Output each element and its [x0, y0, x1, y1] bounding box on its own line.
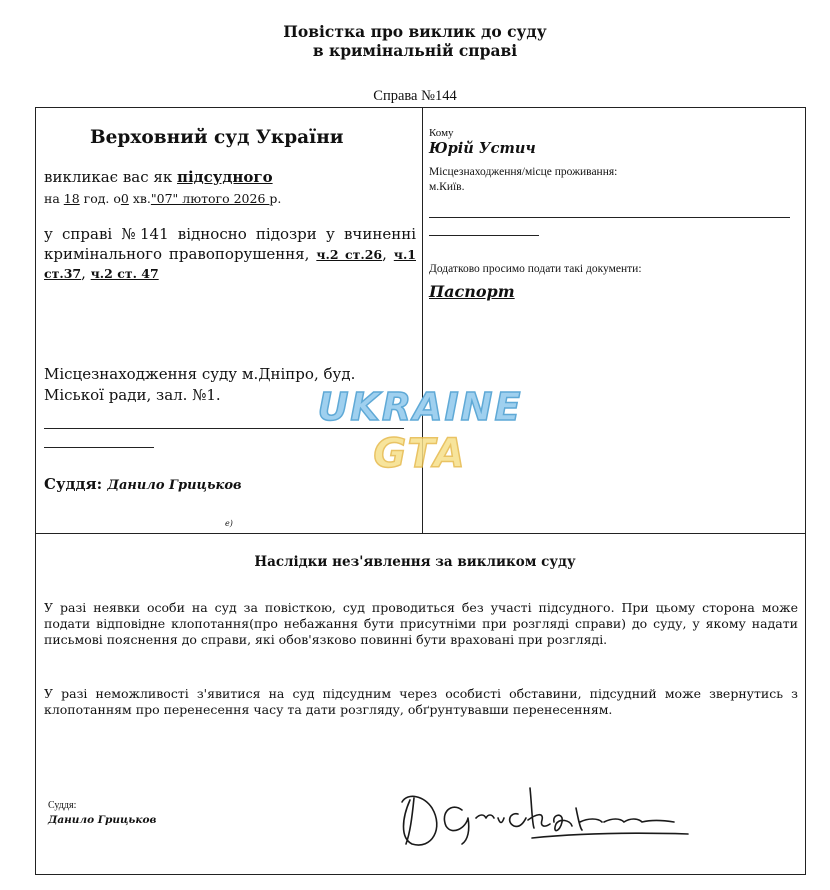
separator-2: , — [81, 264, 91, 282]
watermark-line-2: GTA — [373, 431, 467, 477]
recipient-name: Юрій Устич — [429, 140, 536, 157]
judge-name: Данило Грицьков — [107, 478, 242, 493]
handwritten-signature — [392, 778, 692, 850]
court-location: Місцезнаходження суду м.Дніпро, буд. Міської ради, зал. №1. — [44, 365, 356, 404]
residence-value: м.Київ. — [429, 181, 465, 193]
title-line-2: в кримінальній справі — [312, 41, 518, 60]
hearing-hour: 18 — [63, 191, 80, 206]
court-name: Верховний суд України — [90, 127, 344, 148]
summon-line — [44, 168, 273, 186]
recipient-label: Кому — [429, 127, 454, 139]
case-number: Справа №144 — [373, 88, 457, 104]
consequences-title: Наслідки нез'явлення за викликом суду — [254, 554, 576, 570]
watermark-line-1: UKRAINE — [317, 385, 523, 429]
signature-label: Суддя: — [48, 800, 77, 811]
judge-label: Суддя: — [44, 475, 108, 493]
documents-label: Додатково просимо подати такі документи: — [429, 263, 642, 275]
time-mid: год. о — [79, 191, 121, 206]
time-prefix: на — [44, 191, 64, 206]
residence-label: Місцезнаходження/місце проживання: — [429, 166, 618, 178]
hearing-time — [44, 191, 281, 206]
article-3: ч.2 ст. 47 — [90, 266, 159, 281]
blank-line — [429, 235, 539, 236]
judge-line — [44, 475, 242, 493]
blank-line — [429, 217, 790, 218]
document-title — [0, 22, 830, 60]
signature-name: Данило Грицьков — [48, 814, 157, 826]
title-line-1: Повістка про виклик до суду — [283, 22, 547, 41]
article-1: ч.2 ст.26 — [316, 246, 383, 262]
hearing-date: "07" лютого 2026 — [150, 191, 270, 206]
summon-prefix: викликає вас як — [44, 168, 177, 186]
watermark-logo — [305, 385, 535, 500]
consequences-paragraph-2: У разі неможливості з'явитися на суд підсудним через особисті обставини, підсудний може звернутись з клопотанням про перенесення часу та дати розгляду, обґрунтувавши перенесенням. — [44, 686, 798, 717]
section-divider — [35, 533, 806, 534]
hearing-minute: 0 — [120, 191, 129, 206]
article-2: ч.1 ст.37 — [44, 246, 416, 281]
date-suffix: р. — [269, 191, 282, 206]
consequences-paragraph-1: У разі неявки особи на суд за повісткою, суд проводиться без участі підсудного. При цьому сторона може подати відповідне клопотання(про небажання бути присутніми при розгляді справи) до суду, у якому надати письмові пояснення до справи, які обов'язково повинні бути враховані при розгляді. — [44, 600, 798, 647]
case-text: у справі №141 відносно підозри у вчиненні кримінального правопорушення, — [44, 225, 416, 263]
case-description — [44, 225, 416, 284]
documents-value: Паспорт — [429, 282, 515, 301]
time-min-suffix: хв. — [128, 191, 151, 206]
blank-line — [44, 447, 154, 448]
separator-1: , — [382, 244, 394, 263]
stray-mark: e) — [225, 519, 233, 528]
summon-role: підсудного — [177, 168, 273, 186]
